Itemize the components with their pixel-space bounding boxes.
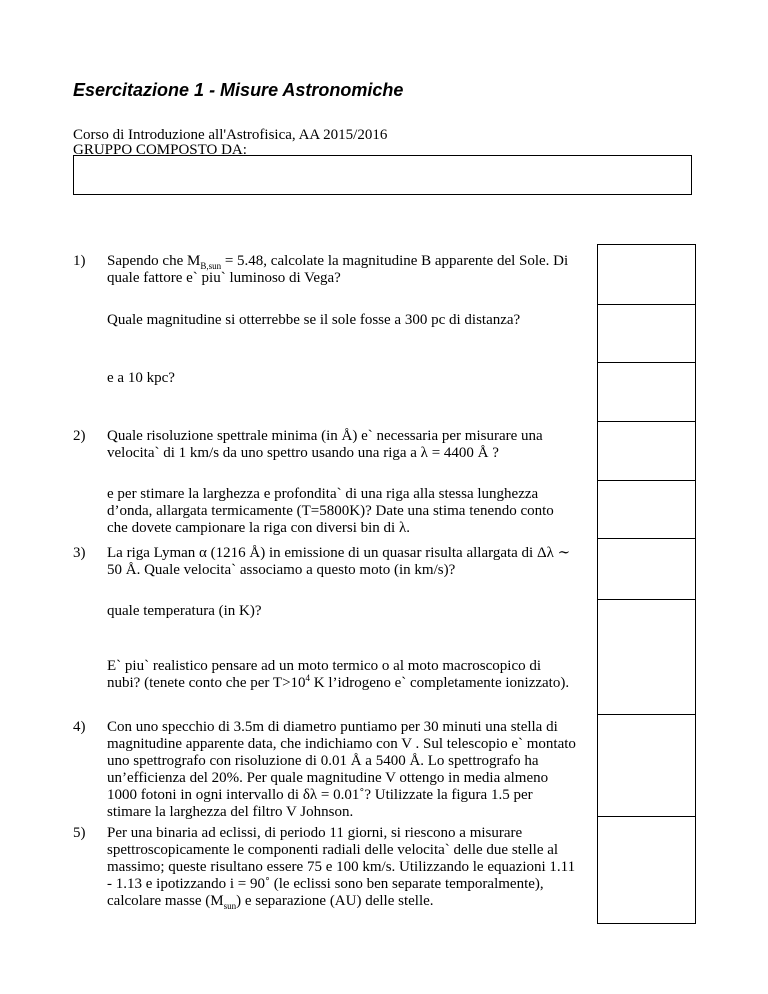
question-3-part-1: La riga Lyman α (1216 Å) in emissione di un quasar risulta allargata di Δλ ∼ 50 Å. Quale velocita` associamo a questo moto (in km/s)? [107, 545, 571, 578]
answer-box-column [597, 244, 696, 924]
question-3-part-2: quale temperatura (in K)? [107, 603, 262, 619]
group-members-field[interactable] [73, 155, 692, 195]
question-2-number: 2) [73, 428, 86, 444]
question-4-number: 4) [73, 719, 86, 735]
group-label: GRUPPO COMPOSTO DA: [73, 142, 247, 158]
answer-box-1[interactable] [598, 245, 695, 305]
answer-box-3[interactable] [598, 363, 695, 422]
course-info: Corso di Introduzione all'Astrofisica, AA 2015/2016 [73, 127, 388, 143]
question-3-number: 3) [73, 545, 86, 561]
question-2-part-1: Quale risoluzione spettrale minima (in Å) e` necessaria per misurare una velocita` di 1 km/s da uno spettro usando una riga a λ = 4400 Å ? [107, 428, 543, 461]
question-5-part-1: Per una binaria ad eclissi, di periodo 11 giorni, si riescono a misurare spettroscopicamente le componenti radiali delle velocita` delle due stelle al massimo; queste risultano essere 75 e 100 km/s. Utilizzando le equazioni 1.11 - 1.13 e ipotizzando i = 90˚ (le eclissi sono ben separate temporalmente), calcolare masse $(M_{sun})$ e separazione (AU) delle stelle. [107, 825, 576, 911]
question-1-number: 1) [73, 253, 86, 269]
answer-box-7[interactable] [598, 600, 695, 715]
answer-box-9[interactable] [598, 817, 695, 924]
question-1-part-3: e a 10 kpc? [107, 370, 175, 386]
question-1-part-2: Quale magnitudine si otterrebbe se il sole fosse a 300 pc di distanza? [107, 312, 521, 328]
question-2-part-2: e per stimare la larghezza e profondita` di una riga alla stessa lunghezza d’onda, allargata termicamente (T=5800K)? Date una stima tenendo conto che dovete campionare la riga con diversi bin di λ. [107, 486, 554, 536]
answer-box-5[interactable] [598, 481, 695, 539]
answer-box-6[interactable] [598, 539, 695, 600]
question-5-number: 5) [73, 825, 86, 841]
answer-box-4[interactable] [598, 422, 695, 481]
question-4-part-1: Con uno specchio di 3.5m di diametro puntiamo per 30 minuti una stella di magnitudine apparente data, che indichiamo con V . Sul telescopio e` montato uno spettrografo con risoluzione di 0.01 Å a 5400 Å. Lo spettrografo ha un’efficienza del 20%. Per quale magnitudine V ottengo in media almeno 1000 fotoni in ogni intervallo di δλ = 0.01˚? Utilizzate la figura 1.5 per stimare la larghezza del filtro V Johnson. [107, 719, 576, 820]
page-title: Esercitazione 1 - Misure Astronomiche [73, 80, 404, 100]
answer-box-2[interactable] [598, 305, 695, 363]
answer-box-8[interactable] [598, 715, 695, 817]
question-1-part-1: Sapendo che $M_{B,sun} = 5.48$, calcolate la magnitudine B apparente del Sole. Di quale fattore e` piu` luminoso di Vega? [107, 253, 569, 286]
question-3-part-3: E` piu` realistico pensare ad un moto termico o al moto macroscopico di nubi? (tenete conto che per $T>10^4$ K l’idrogeno e` completamente ionizzato). [107, 658, 570, 691]
